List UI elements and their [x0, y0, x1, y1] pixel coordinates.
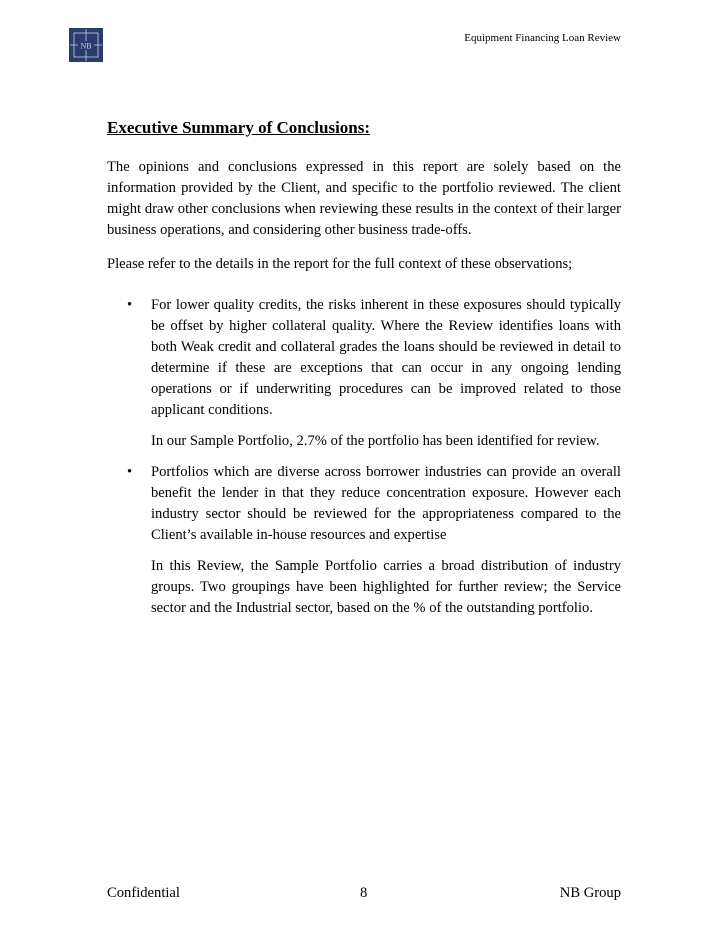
- nb-logo-icon: [69, 28, 103, 62]
- footer-confidential: Confidential: [107, 885, 180, 901]
- section-heading: Executive Summary of Conclusions:: [107, 118, 371, 137]
- logo-text: NB: [80, 41, 92, 51]
- bullet-note: In our Sample Portfolio, 2.7% of the portfolio has been identified for review.: [151, 433, 600, 449]
- nb-logo: [69, 28, 103, 62]
- bullet-note: In this Review, the Sample Portfolio carries a broad distribution of industry groups. Two groupings have been highlighted for further review; the Service sector and the Industrial sector, based on the % of the outstanding portfolio.: [151, 558, 621, 616]
- refer-paragraph: Please refer to the details in the report for the full context of these observations;: [107, 256, 573, 272]
- list-item: [107, 295, 621, 452]
- document-title: Equipment Financing Loan Review: [464, 32, 621, 44]
- bullet-icon: •: [127, 464, 133, 480]
- bullet-text: For lower quality credits, the risks inherent in these exposures should typically be offset by higher collateral quality. Where the Review identifies loans with both Weak credit and collateral grades the loans should be reviewed in detail to determine if these are exceptions that can occur in any ongoing lending operations or if underwriting procedures can be improved related to those applicant conditions.: [151, 297, 621, 418]
- bullet-icon: •: [127, 297, 133, 313]
- main-content: [107, 117, 621, 629]
- page-number: 8: [360, 885, 368, 901]
- list-item: [107, 462, 621, 619]
- footer-company: NB Group: [559, 885, 621, 901]
- conclusions-list: [107, 295, 621, 619]
- bullet-text: Portfolios which are diverse across borrower industries can provide an overall benefit the lender in that they reduce concentration exposure. However each industry sector should be reviewed for the appropriateness compared to the Client’s available in-house resources and expertise: [151, 464, 621, 543]
- intro-paragraph: The opinions and conclusions expressed in this report are solely based on the information provided by the Client, and specific to the portfolio reviewed. The client might draw other conclusions when reviewing these results in the context of their larger business operations, and considering other business trade-offs.: [107, 159, 621, 238]
